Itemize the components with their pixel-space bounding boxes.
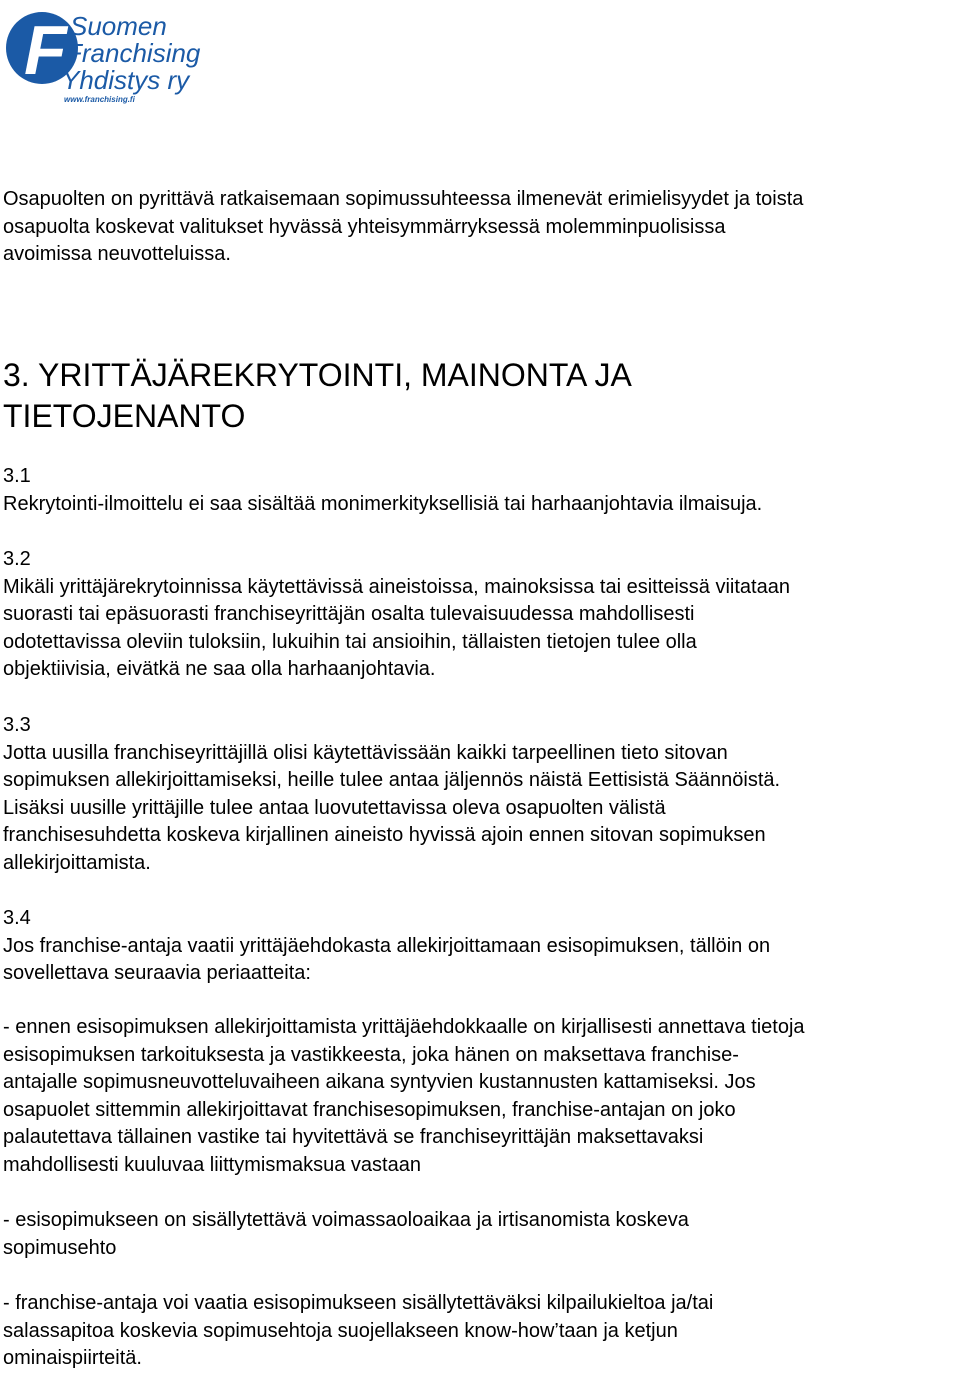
section-heading bbox=[3, 355, 632, 437]
section-text-line: franchisesuhdetta koskeva kirjallinen aineisto hyvissä ajoin ennen sitovan sopimuksen bbox=[3, 824, 766, 846]
bullet-item-2 bbox=[3, 1207, 689, 1262]
section-number: 3.2 bbox=[3, 548, 31, 570]
logo-text-line2: Franchising bbox=[66, 38, 201, 68]
bullet-line: - ennen esisopimuksen allekirjoittamista yrittäjäehdokkaalle on kirjallisesti annettava tietoja bbox=[3, 1016, 805, 1038]
intro-line: Osapuolten on pyrittävä ratkaisemaan sopimussuhteessa ilmenevät erimielisyydet ja toista bbox=[3, 188, 804, 210]
section-number: 3.1 bbox=[3, 465, 31, 487]
bullet-line: esisopimuksen tarkoituksesta ja vastikkeesta, joka hänen on maksettava franchise- bbox=[3, 1043, 739, 1066]
logo-text-line3: Yhdistys ry bbox=[62, 65, 190, 95]
section-text-line: objektiivisia, eivätkä ne saa olla harhaanjohtavia. bbox=[3, 658, 436, 680]
section-text-line: odotettavissa oleviin tuloksiin, lukuihin tai ansioihin, tällaisten tietojen tulee olla bbox=[3, 630, 697, 653]
section-number: 3.3 bbox=[3, 714, 31, 736]
intro-paragraph bbox=[3, 186, 803, 269]
logo bbox=[4, 4, 214, 104]
heading-line: 3. YRITTÄJÄREKRYTOINTI, MAINONTA JA bbox=[3, 357, 632, 393]
bullet-line: - esisopimukseen on sisällytettävä voimassaoloaikaa ja irtisanomista koskeva bbox=[3, 1209, 689, 1231]
logo-url: www.franchising.fi bbox=[64, 95, 135, 104]
franchising-logo-mark bbox=[4, 4, 214, 104]
intro-line: osapuolta koskevat valitukset hyvässä yhteisymmärryksessä molemminpuolisissa bbox=[3, 215, 726, 238]
section-text-line: Rekrytointi-ilmoittelu ei saa sisältää monimerkityksellisiä tai harhaanjohtavia ilmaisuja. bbox=[3, 492, 763, 515]
bullet-line: palautettava tällainen vastike tai hyvitettävä se franchiseyrittäjän maksettavaksi bbox=[3, 1126, 704, 1148]
bullet-line: ominaispiirteitä. bbox=[3, 1347, 142, 1369]
section-3-2 bbox=[3, 546, 790, 684]
section-text-line: Jos franchise-antaja vaatii yrittäjäehdokasta allekirjoittamaan esisopimuksen, tällöin on bbox=[3, 934, 771, 957]
bullet-item-3 bbox=[3, 1290, 713, 1373]
section-3-1 bbox=[3, 463, 762, 518]
bullet-line: salassapitoa koskevia sopimusehtoja suojellakseen know-how’taan ja ketjun bbox=[3, 1319, 678, 1342]
bullet-line: mahdollisesti kuuluvaa liittymismaksua vastaan bbox=[3, 1153, 421, 1176]
section-text-line: suorasti tai epäsuorasti franchiseyrittäjän osalta tulevaisuudessa mahdollisesti bbox=[3, 603, 695, 625]
logo-letter: F bbox=[24, 11, 67, 89]
section-text-line: Lisäksi uusille yrittäjille tulee antaa luovutettavissa oleva osapuolten välistä bbox=[3, 796, 666, 819]
bullet-line: - franchise-antaja voi vaatia esisopimukseen sisällytettäväksi kilpailukieltoa ja/tai bbox=[3, 1292, 714, 1314]
bullet-item-1 bbox=[3, 1014, 805, 1179]
section-number: 3.4 bbox=[3, 907, 31, 929]
bullet-line: antajalle sopimusneuvotteluvaiheen aikana syntyvien kustannusten kattamiseksi. Jos bbox=[3, 1071, 756, 1093]
bullet-line: sopimusehto bbox=[3, 1236, 117, 1259]
section-text-line: sovellettava seuraavia periaatteita: bbox=[3, 962, 311, 984]
section-3-4 bbox=[3, 905, 770, 988]
bullet-line: osapuolet sittemmin allekirjoittavat franchisesopimuksen, franchise-antajan on joko bbox=[3, 1098, 736, 1121]
section-text-line: Jotta uusilla franchiseyrittäjillä olisi käytettävissään kaikki tarpeellinen tieto sitovan bbox=[3, 741, 728, 764]
section-3-3 bbox=[3, 712, 780, 877]
section-text-line: allekirjoittamista. bbox=[3, 851, 151, 874]
section-text-line: Mikäli yrittäjärekrytoinnissa käytettävissä aineistoissa, mainoksissa tai esitteissä viitataan bbox=[3, 575, 790, 598]
heading-line: TIETOJENANTO bbox=[3, 398, 246, 434]
logo-text-line1: Suomen bbox=[70, 11, 167, 41]
intro-line: avoimissa neuvotteluissa. bbox=[3, 243, 231, 265]
section-text-line: sopimuksen allekirjoittamiseksi, heille tulee antaa jäljennös näistä Eettisistä Säännöistä. bbox=[3, 769, 781, 791]
